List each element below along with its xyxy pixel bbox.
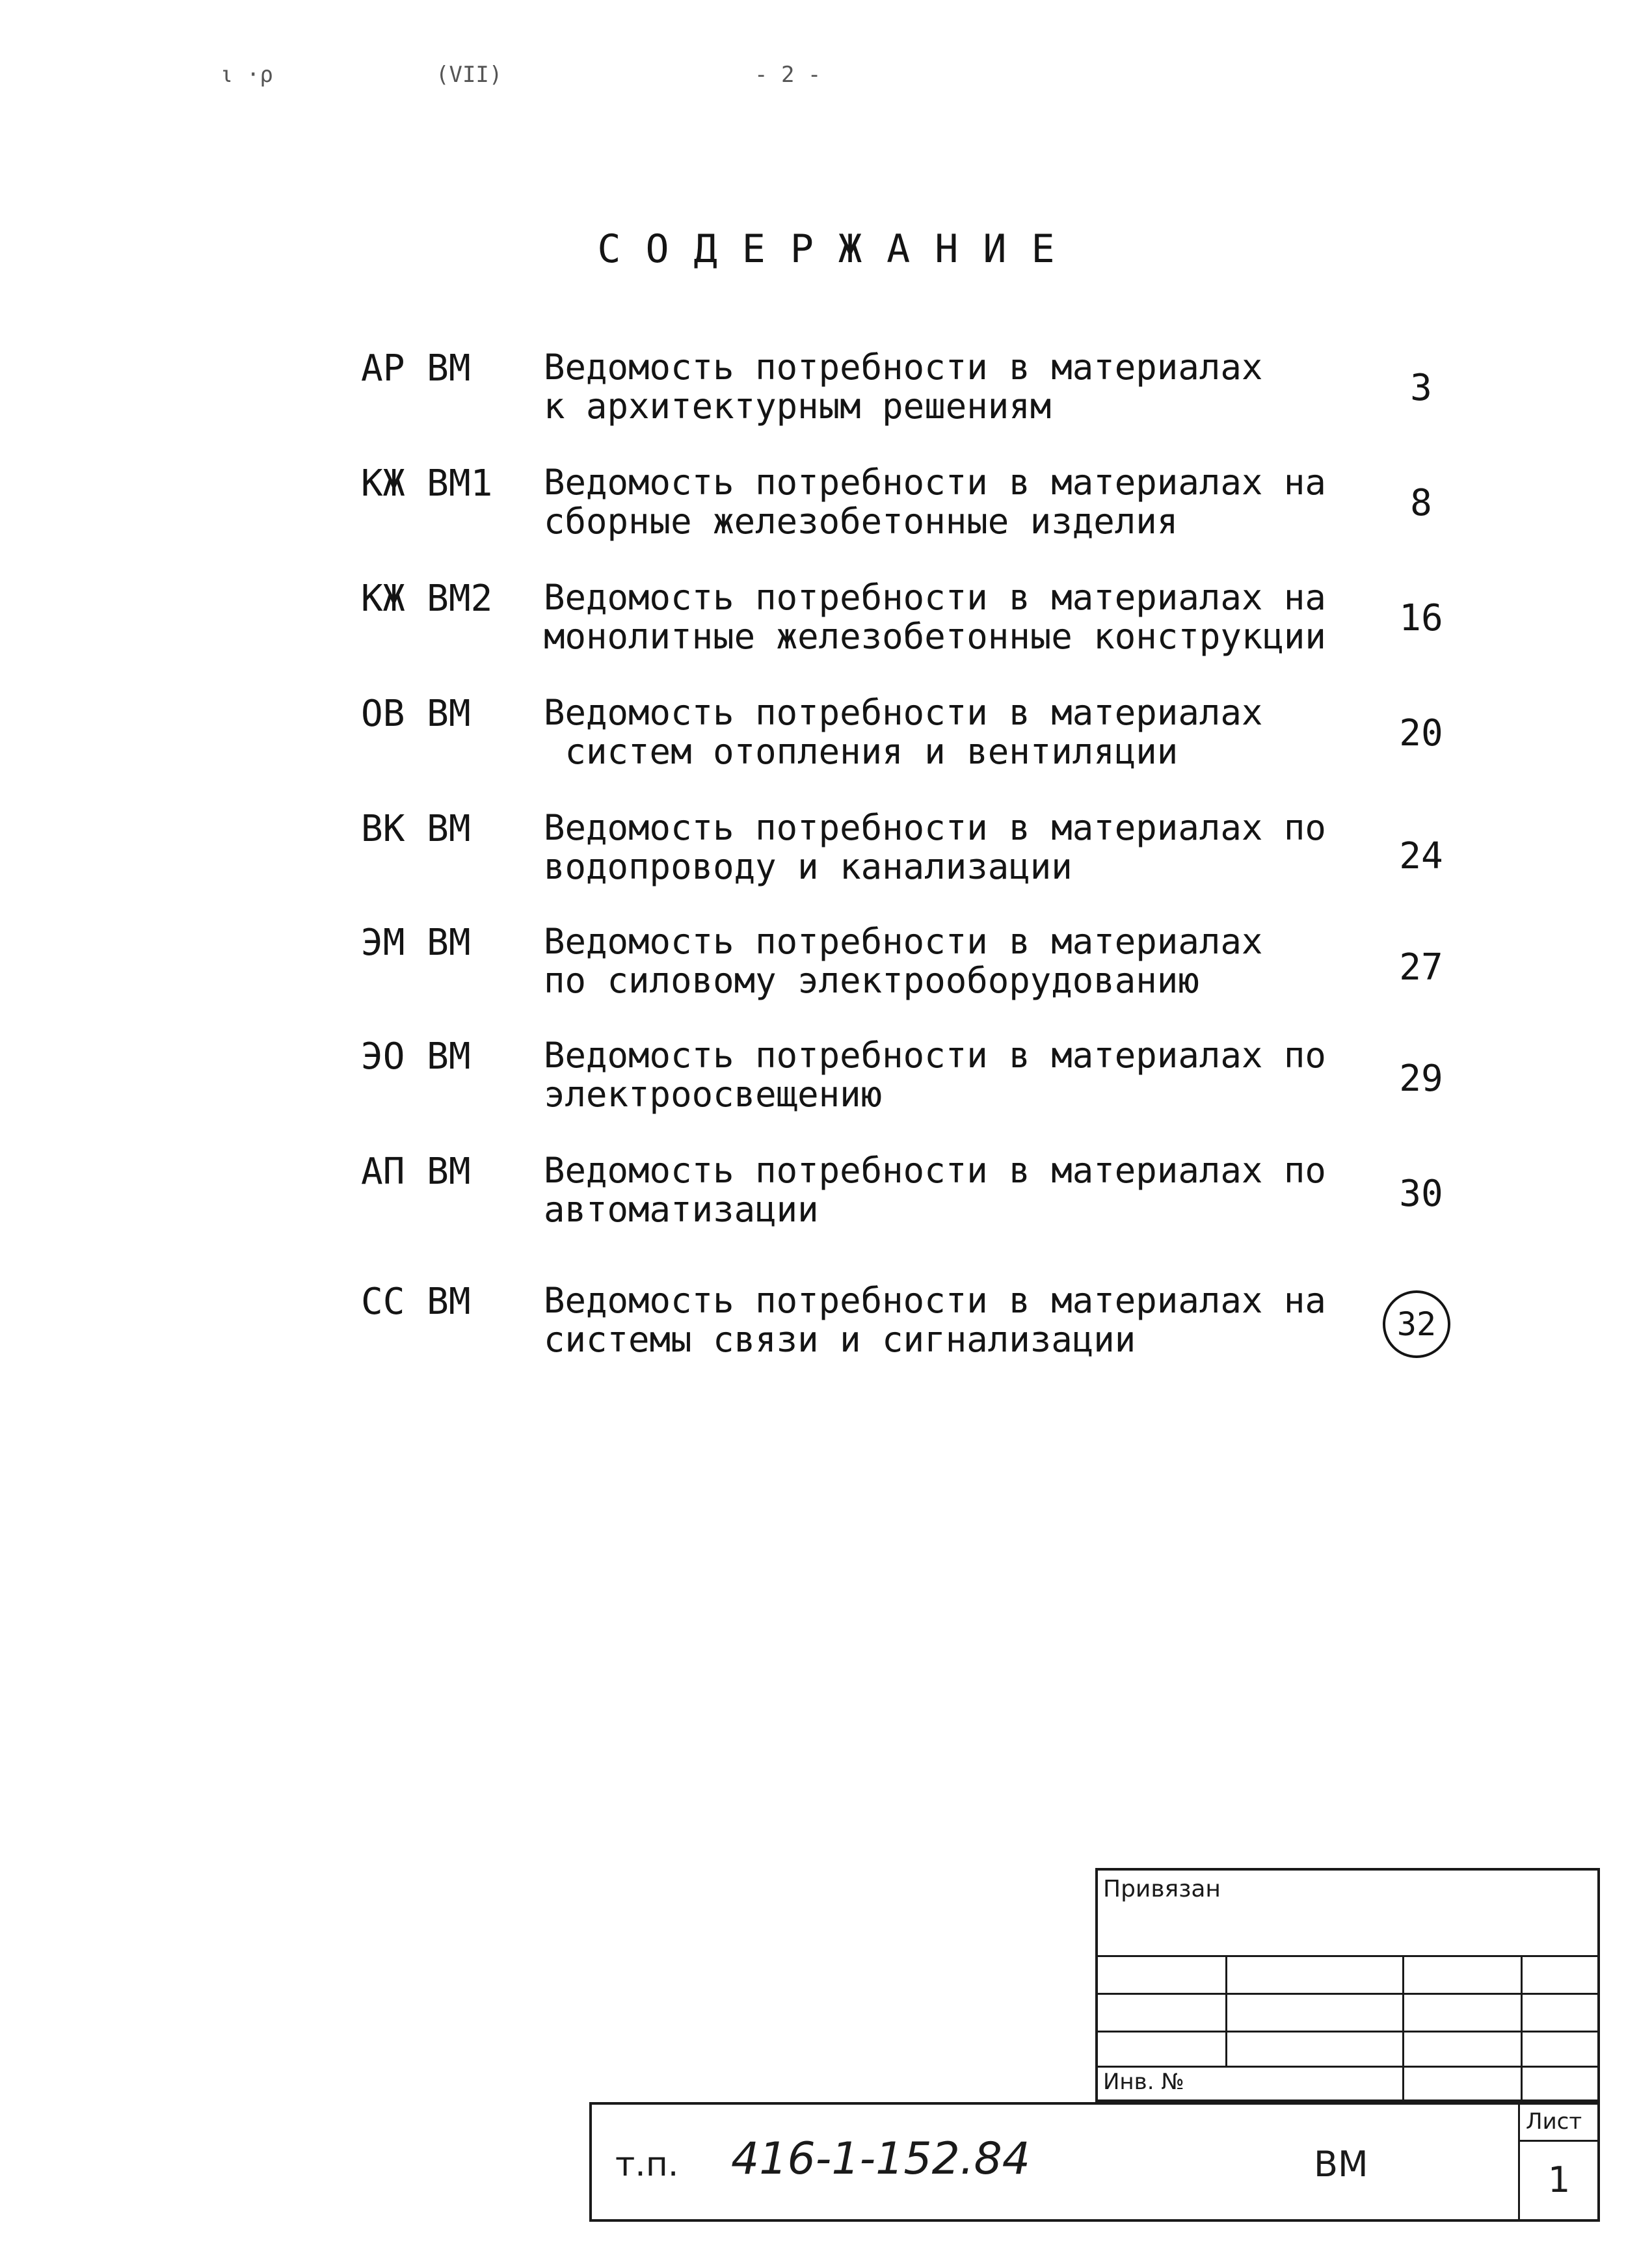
toc-page: 3 — [1410, 367, 1432, 409]
toc-description: Ведомость потребности в материалах к архитектурным решениям — [544, 347, 1263, 427]
document-title: СОДЕРЖАНИЕ — [597, 226, 1080, 272]
toc-description: Ведомость потребности в материалах на сборные железобетонные изделия — [544, 462, 1326, 542]
toc-page-circled: 32 — [1383, 1290, 1450, 1358]
toc-code: ЭМ ВМ — [361, 922, 471, 964]
toc-code: КЖ ВМ2 — [361, 578, 493, 620]
stamp-inv-label: Инв. № — [1103, 2069, 1184, 2095]
toc-code: ВК ВМ — [361, 808, 471, 850]
toc-page: 24 — [1399, 835, 1443, 877]
toc-entry — [0, 578, 1652, 669]
stamp-doc-code: ВМ — [1314, 2144, 1368, 2185]
toc-entry — [0, 808, 1652, 900]
toc-description: Ведомость потребности в материалах по водопроводу и канализации — [544, 807, 1326, 887]
toc-description: Ведомость потребности в материалах по электроосвещению — [544, 1035, 1326, 1115]
toc-code: ЭО ВМ — [361, 1035, 471, 1078]
toc-code: АР ВМ — [361, 347, 471, 390]
toc-page: 20 — [1399, 712, 1443, 754]
toc-entry — [0, 1036, 1652, 1127]
toc-description: Ведомость потребности в материалах систем отопления и вентиляции — [544, 692, 1263, 772]
stamp-sheet-label: Лист — [1526, 2109, 1582, 2135]
toc-entry — [0, 1151, 1652, 1242]
stamp-binding-block — [1095, 1868, 1600, 2102]
toc-page: 30 — [1399, 1173, 1443, 1215]
stamp-doc-prefix: т.п. — [615, 2145, 679, 2184]
toc-entry — [0, 922, 1652, 1013]
toc-code: СС ВМ — [361, 1281, 471, 1323]
toc-page: 16 — [1399, 597, 1443, 639]
stamp-sheet-value: 1 — [1548, 2159, 1571, 2200]
stamp-divider — [1518, 2105, 1520, 2219]
toc-code: ОВ ВМ — [361, 693, 471, 735]
stamp-document-block — [589, 2102, 1600, 2222]
stamp-bound-label: Привязан — [1103, 1876, 1221, 1902]
toc-page: 27 — [1399, 946, 1443, 989]
toc-code: КЖ ВМ1 — [361, 462, 493, 505]
corner-mark-middle: (VII) — [436, 62, 503, 88]
stamp-doc-number: 416-1-152.84 — [731, 2133, 1031, 2185]
page-number: - 2 - — [754, 62, 821, 88]
toc-entry — [0, 348, 1652, 439]
toc-entry — [0, 463, 1652, 554]
toc-description: Ведомость потребности в материалах по автоматизации — [544, 1150, 1326, 1230]
corner-mark-left: ι ·ρ — [220, 62, 273, 88]
toc-description: Ведомость потребности в материалах на системы связи и сигнализации — [544, 1280, 1326, 1360]
toc-page: 8 — [1410, 482, 1432, 524]
stamp-divider — [1402, 1955, 1404, 2099]
toc-page: 29 — [1399, 1058, 1443, 1100]
stamp-divider — [1521, 1955, 1523, 2099]
toc-code: АП ВМ — [361, 1151, 471, 1193]
toc-entry — [0, 693, 1652, 784]
toc-description: Ведомость потребности в материалах на монолитные железобетонные конструкции — [544, 577, 1326, 657]
toc-description: Ведомость потребности в материалах по силовому электрооборудованию — [544, 921, 1263, 1001]
stamp-divider — [1225, 1955, 1227, 2066]
toc-entry — [0, 1281, 1652, 1372]
stamp-divider — [1518, 2140, 1597, 2142]
